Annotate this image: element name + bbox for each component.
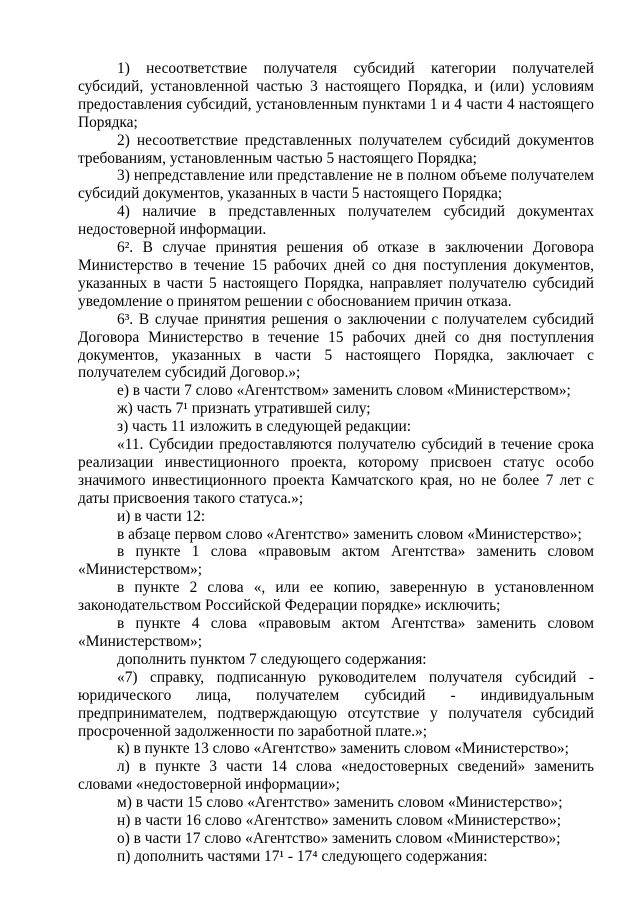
paragraph-item-k: к) в пункте 13 слово «Агентство» заменить словом «Министерство»; <box>117 740 569 758</box>
paragraph-item-n: н) в части 16 слово «Агентство» заменить словом «Министерство»; <box>117 812 562 830</box>
paragraph-item-zh: ж) часть 7¹ признать утратившей силу; <box>117 400 371 418</box>
paragraph-item-1: 1) несоответствие получателя субсидий категории получателей субсидий, установленной частью 3 настоящего Порядка, и (или) условиям предоставления субсидий, установленным пунктами 1 и 4 части 4 настоящего Порядка; <box>78 60 594 131</box>
paragraph-punkt-1: в пункте 1 слова «правовым актом Агентства» заменить словом «Министерством»; <box>78 543 594 579</box>
paragraph-item-4: 4) наличие в представленных получателем субсидий документах недостоверной информации. <box>78 203 594 239</box>
paragraph-6-3: 6³. В случае принятия решения о заключении с получателем субсидий Договора Министерство в течение 15 рабочих дней со дня поступления документов, указанных в части 5 настоящего Порядка, заключает с получателем субсидий Договор.»; <box>78 310 594 382</box>
paragraph-part-11: «11. Субсидии предоставляются получателю субсидий в течение срока реализации инвестиционного проекта, которому присвоен статус особо значимого инвестиционного проекта Камчатского края, но не более 7 лет с даты присвоения такого статуса.»; <box>78 436 594 507</box>
paragraph-add-punkt-7: дополнить пунктом 7 следующего содержания: <box>117 650 427 668</box>
paragraph-item-o: о) в части 17 слово «Агентство» заменить словом «Министерство»; <box>117 829 561 847</box>
paragraph-item-e: е) в части 7 слово «Агентством» заменить словом «Министерством»; <box>117 382 571 400</box>
document-page <box>78 60 594 866</box>
paragraph-item-i: и) в части 12: <box>117 507 206 525</box>
paragraph-abzats-1: в абзаце первом слово «Агентство» заменить словом «Министерство»; <box>117 525 582 543</box>
paragraph-punkt-4: в пункте 4 слова «правовым актом Агентства» заменить словом «Министерством»; <box>78 615 594 650</box>
paragraph-item-p: п) дополнить частями 17¹ - 17⁴ следующего содержания: <box>117 847 488 865</box>
paragraph-item-l: л) в пункте 3 части 14 слова «недостоверных сведений» заменить словами «недостоверной информации»; <box>78 758 594 794</box>
paragraph-6-2: 6². В случае принятия решения об отказе в заключении Договора Министерство в течение 15 рабочих дней со дня поступления документов, указанных в части 5 настоящего Порядка, направляет получателю субсидий уведомление о принятом решении с обоснованием причин отказа. <box>78 239 594 310</box>
paragraph-item-3: 3) непредставление или представление не в полном объеме получателем субсидий документов, указанных в части 5 настоящего Порядка; <box>78 167 594 203</box>
paragraph-item-z: з) часть 11 изложить в следующей редакции: <box>117 418 411 436</box>
paragraph-item-m: м) в части 15 слово «Агентство» заменить словом «Министерство»; <box>117 794 563 812</box>
paragraph-punkt-7-text: «7) справку, подписанную руководителем получателя субсидий - юридического лица, получателем субсидий - индивидуальным предпринимателем, подтверждающую отсутствие у получателя субсидий просроченной задолженности по заработной плате.»; <box>78 668 594 740</box>
paragraph-punkt-2: в пункте 2 слова «, или ее копию, заверенную в установленном законодательством Российской Федерации порядке» исключить; <box>78 579 594 615</box>
paragraph-item-2: 2) несоответствие представленных получателем субсидий документов требованиям, установленным частью 5 настоящего Порядка; <box>78 131 594 167</box>
